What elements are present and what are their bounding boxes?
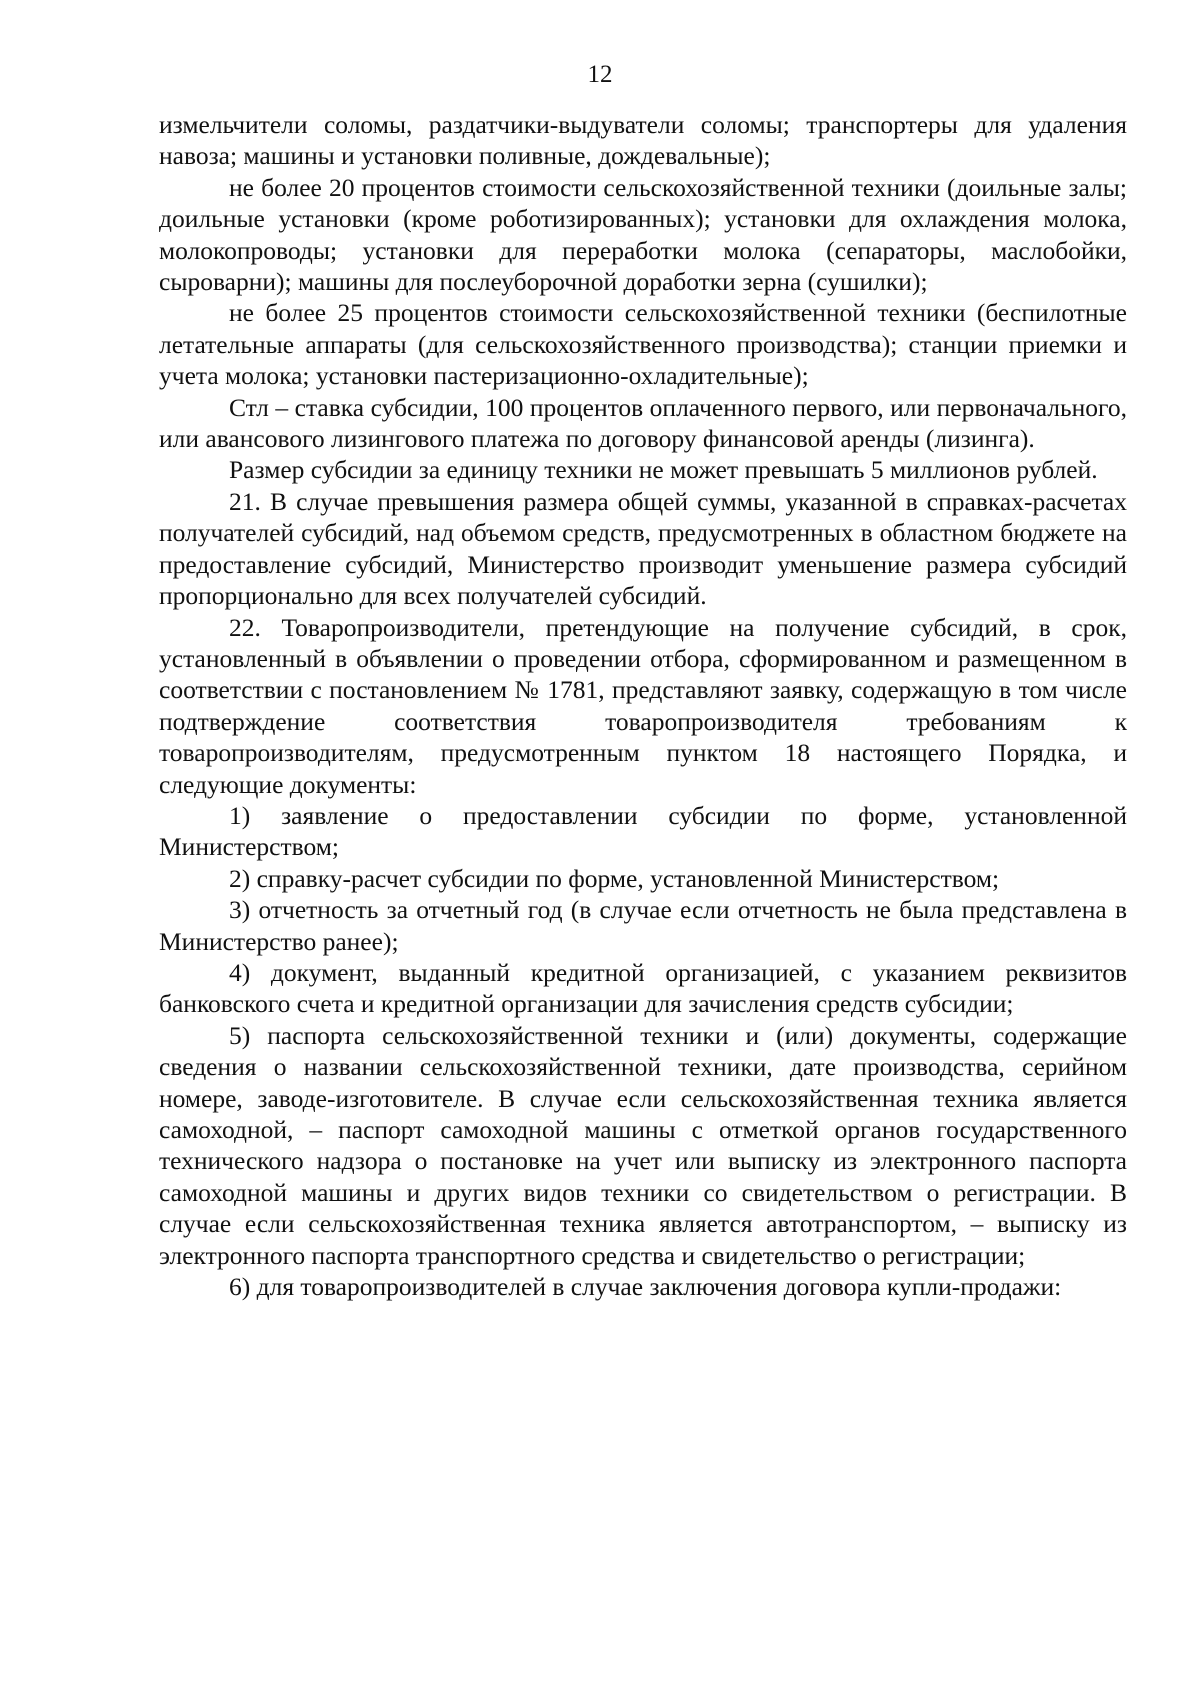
paragraph: 4) документ, выданный кредитной организацией, с указанием реквизитов банковского счета и кредитной организации для зачисления средств субсидии; (159, 957, 1127, 1019)
document-body (159, 109, 1127, 1302)
paragraph: Стл – ставка субсидии, 100 процентов оплаченного первого, или первоначального, или авансового лизингового платежа по договору финансовой аренды (лизинга). (159, 392, 1127, 454)
paragraph: 21. В случае превышения размера общей суммы, указанной в справках-расчетах получателей субсидий, над объемом средств, предусмотренных в областном бюджете на предоставление субсидий, Министерство производит уменьшение размера субсидий пропорционально для всех получателей субсидий. (159, 486, 1127, 611)
paragraph: 2) справку-расчет субсидии по форме, установленной Министерством; (229, 863, 1000, 893)
paragraph: 5) паспорта сельскохозяйственной техники и (или) документы, содержащие сведения о названии сельскохозяйственной техники, дате производства, серийном номере, заводе-изготовителе. В случае если сельскохозяйственная техника является самоходной, – паспорт самоходной машины с отметкой органов государственного технического надзора о постановке на учет или выписку из электронного паспорта самоходной машины и других видов техники со свидетельством о регистрации. В случае если сельскохозяйственная техника является автотранспортом, – выписку из электронного паспорта транспортного средства и свидетельство о регистрации; (159, 1020, 1127, 1270)
page-number: 12 (587, 61, 613, 88)
paragraph: не более 20 процентов стоимости сельскохозяйственной техники (доильные залы; доильные установки (кроме роботизированных); установки для охлаждения молока, молокопроводы; установки для переработки молока (сепараторы, маслобойки, сыроварни); машины для послеуборочной доработки зерна (сушилки); (159, 172, 1127, 297)
paragraph: Размер субсидии за единицу техники не может превышать 5 миллионов рублей. (229, 455, 1098, 485)
paragraph: не более 25 процентов стоимости сельскохозяйственной техники (беспилотные летательные аппараты (для сельскохозяйственного производства); станции приемки и учета молока; установки пастеризационно-охладительные); (159, 298, 1127, 391)
paragraph: 22. Товаропроизводители, претендующие на получение субсидий, в срок, установленный в объявлении о проведении отбора, сформированном и размещенном в соответствии с постановлением № 1781, представляют заявку, содержащую в том числе подтверждение соответствия товаропроизводителя требованиям к товаропроизводителям, предусмотренным пунктом 18 настоящего Порядка, и следующие документы: (159, 612, 1127, 799)
paragraph: 6) для товаропроизводителей в случае заключения договора купли-продажи: (229, 1272, 1062, 1302)
paragraph: 1) заявление о предоставлении субсидии по форме, установленной Министерством; (159, 800, 1127, 862)
paragraph: измельчители соломы, раздатчики-выдуватели соломы; транспортеры для удаления навоза; машины и установки поливные, дождевальные); (159, 110, 1127, 171)
paragraph: 3) отчетность за отчетный год (в случае если отчетность не была представлена в Министерство ранее); (159, 895, 1127, 956)
